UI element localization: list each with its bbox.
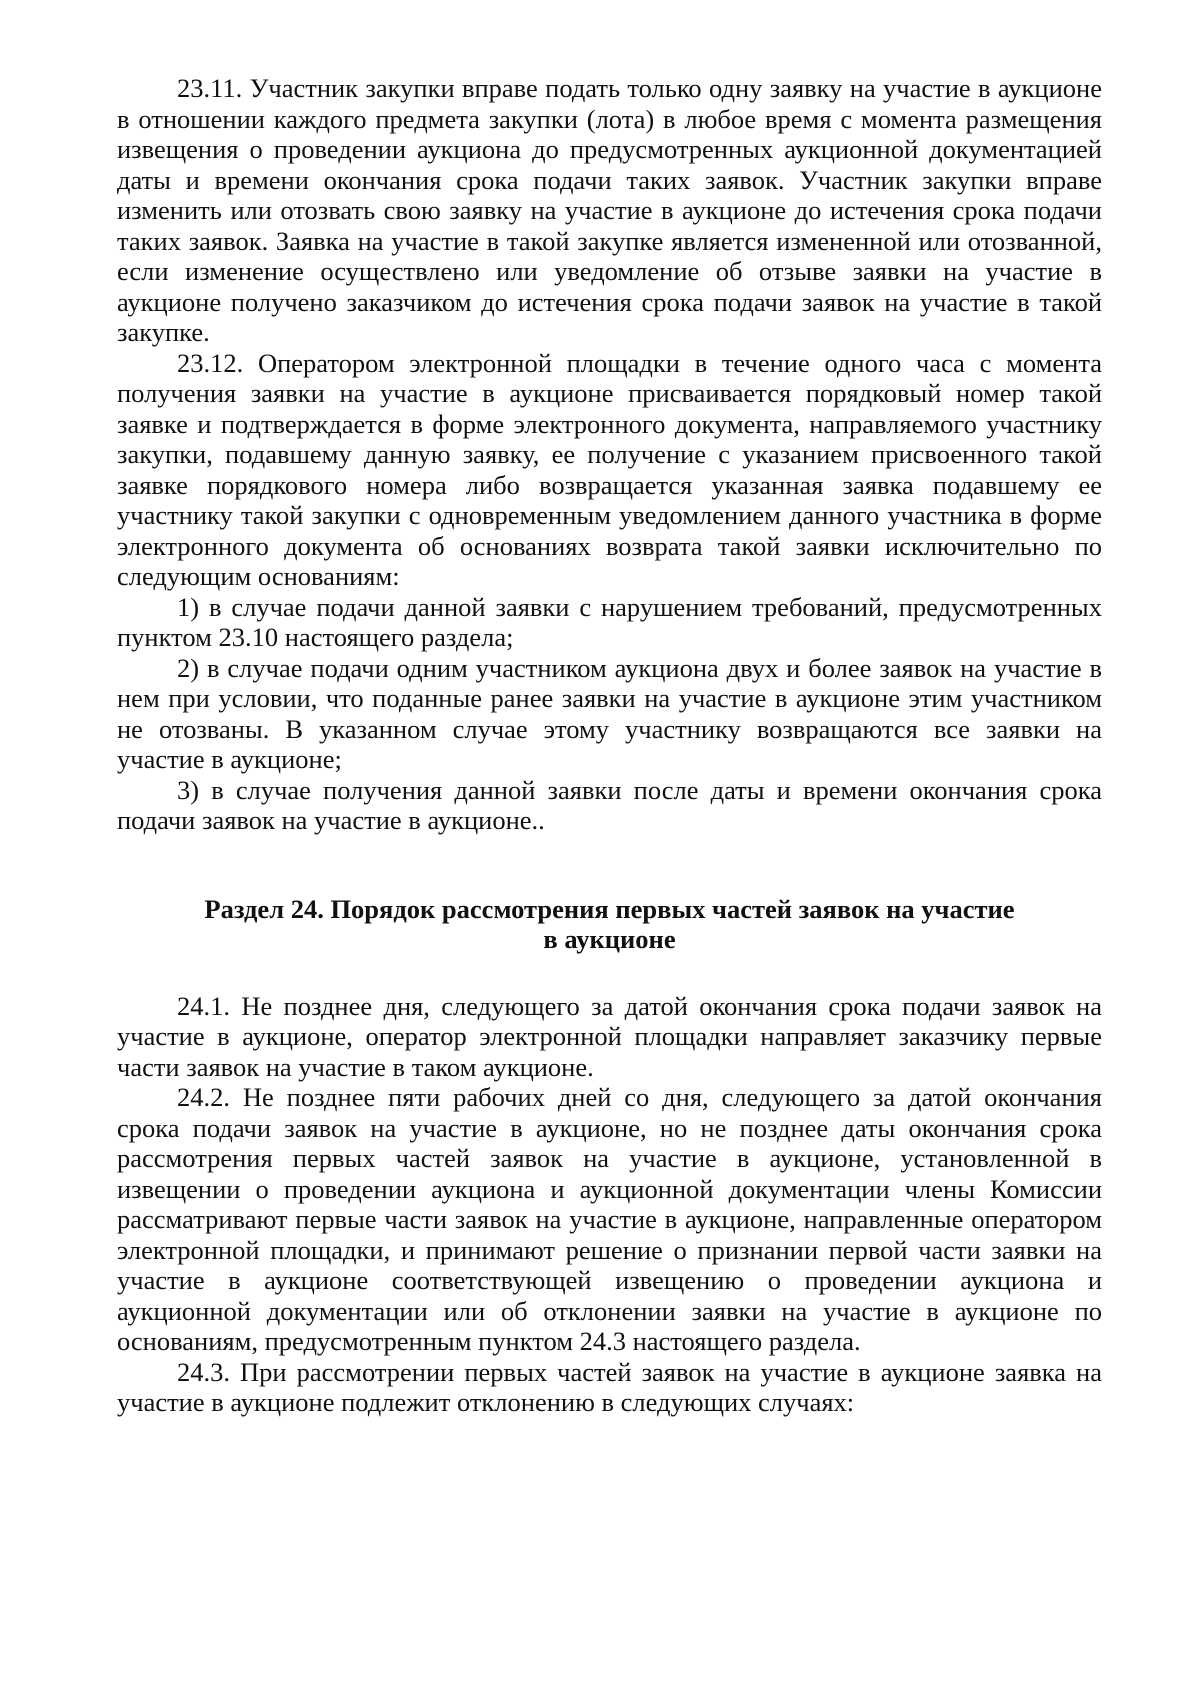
paragraph-23-12: 23.12. Оператором электронной площадки в течение одного часа с момента получения заявки на участие в аукционе присваивается порядковый номер такой заявке и подтверждается в форме электронного документа, направляемого участнику закупки, подавшему данную заявку, ее получение с указанием присвоенного такой заявке порядкового номера либо возвращается указанная заявка подавшему ее участнику такой закупки с одновременным уведомлением данного участника в форме электронного документа об основаниях возврата такой заявки исключительно по следующим основаниям: (117, 347, 1102, 591)
spacer (117, 836, 1102, 894)
section-24-heading-line-2: в аукционе (543, 924, 676, 954)
list-item-3: 3) в случае получения данной заявки после даты и времени окончания срока подачи заявок на участие в аукционе.. (117, 774, 1102, 835)
paragraph-24-3: 24.3. При рассмотрении первых частей заявок на участие в аукционе заявка на участие в аукционе подлежит отклонению в следующих случаях: (117, 1356, 1102, 1417)
list-item-1: 1) в случае подачи данной заявки с нарушением требований, предусмотренных пунктом 23.10 настоящего раздела; (117, 591, 1102, 652)
paragraph-24-1: 24.1. Не позднее дня, следующего за датой окончания срока подачи заявок на участие в аукционе, оператор электронной площадки направляет заказчику первые части заявок на участие в таком аукционе. (117, 990, 1102, 1082)
section-24-heading (117, 894, 1102, 955)
section-24-heading-line-1: Раздел 24. Порядок рассмотрения первых частей заявок на участие (204, 893, 1015, 924)
paragraph-23-11: 23.11. Участник закупки вправе подать только одну заявку на участие в аукционе в отношении каждого предмета закупки (лота) в любое время с момента размещения извещения о проведении аукциона до предусмотренных аукционной документацией даты и времени окончания срока подачи таких заявок. Участник закупки вправе изменить или отозвать свою заявку на участие в аукционе до истечения срока подачи таких заявок. Заявка на участие в такой закупке является измененной или отозванной, если изменение осуществлено или уведомление об отзыве заявки на участие в аукционе получено заказчиком до истечения срока подачи заявок на участие в такой закупке. (117, 73, 1102, 347)
document-body (117, 73, 1102, 1418)
list-item-2: 2) в случае подачи одним участником аукциона двух и более заявок на участие в нем при условии, что поданные ранее заявки на участие в аукционе этим участником не отозваны. В указанном случае этому участнику возвращаются все заявки на участие в аукционе; (117, 652, 1102, 774)
spacer (117, 955, 1102, 991)
paragraph-24-2: 24.2. Не позднее пяти рабочих дней со дня, следующего за датой окончания срока подачи заявок на участие в аукционе, но не позднее даты окончания срока рассмотрения первых частей заявок на участие в аукционе, установленной в извещении о проведении аукциона и аукционной документации члены Комиссии рассматривают первые части заявок на участие в аукционе, направленные оператором электронной площадки, и принимают решение о признании первой части заявки на участие в аукционе соответствующей извещению о проведении аукциона и аукционной документации или об отклонении заявки на участие в аукционе по основаниям, предусмотренным пунктом 24.3 настоящего раздела. (117, 1082, 1102, 1356)
